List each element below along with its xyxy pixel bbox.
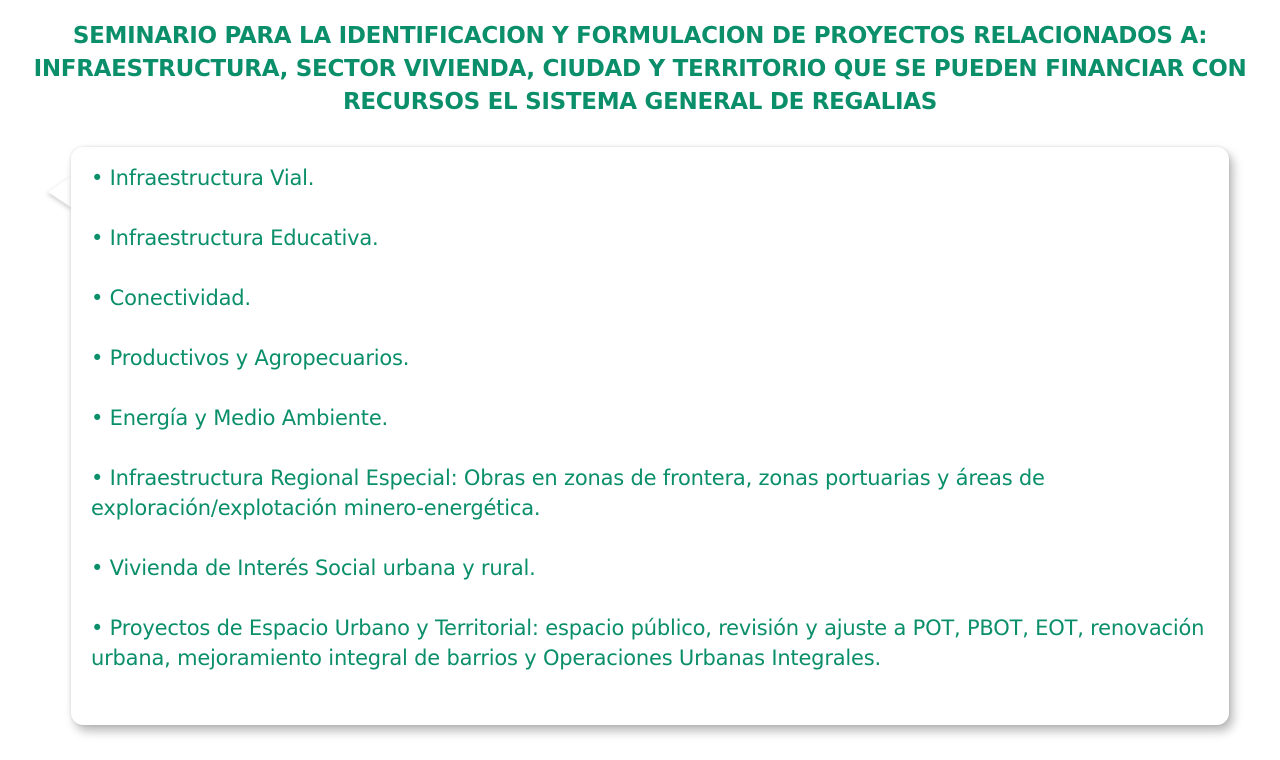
list-item: • Infraestructura Regional Especial: Obras en zonas de frontera, zonas portuarias y áreas de exploración/explotación minero-energética. [91, 466, 1045, 520]
list-item: • Productivos y Agropecuarios. [91, 346, 410, 370]
list-item: • Infraestructura Educativa. [91, 226, 379, 250]
list-item: • Energía y Medio Ambiente. [91, 406, 389, 430]
list-item: • Infraestructura Vial. [91, 166, 315, 190]
project-list [91, 163, 1216, 673]
list-item: • Proyectos de Espacio Urbano y Territorial: espacio público, revisión y ajuste a POT, PBOT, EOT, renovación urbana, mejoramiento integral de barrios y Operaciones Urbanas Integrales. [91, 616, 1205, 670]
list-item: • Conectividad. [91, 286, 251, 310]
list-item: • Vivienda de Interés Social urbana y rural. [91, 556, 536, 580]
speech-bubble-tail [48, 176, 72, 208]
slide-title: SEMINARIO PARA LA IDENTIFICACION Y FORMULACION DE PROYECTOS RELACIONADOS A: INFRAESTRUCTURA, SECTOR VIVIENDA, CIUDAD Y TERRITORIO QUE SE PUEDEN FINANCIAR CON RECURSOS EL SISTEMA GENERAL DE REGALIAS [33, 23, 1247, 115]
